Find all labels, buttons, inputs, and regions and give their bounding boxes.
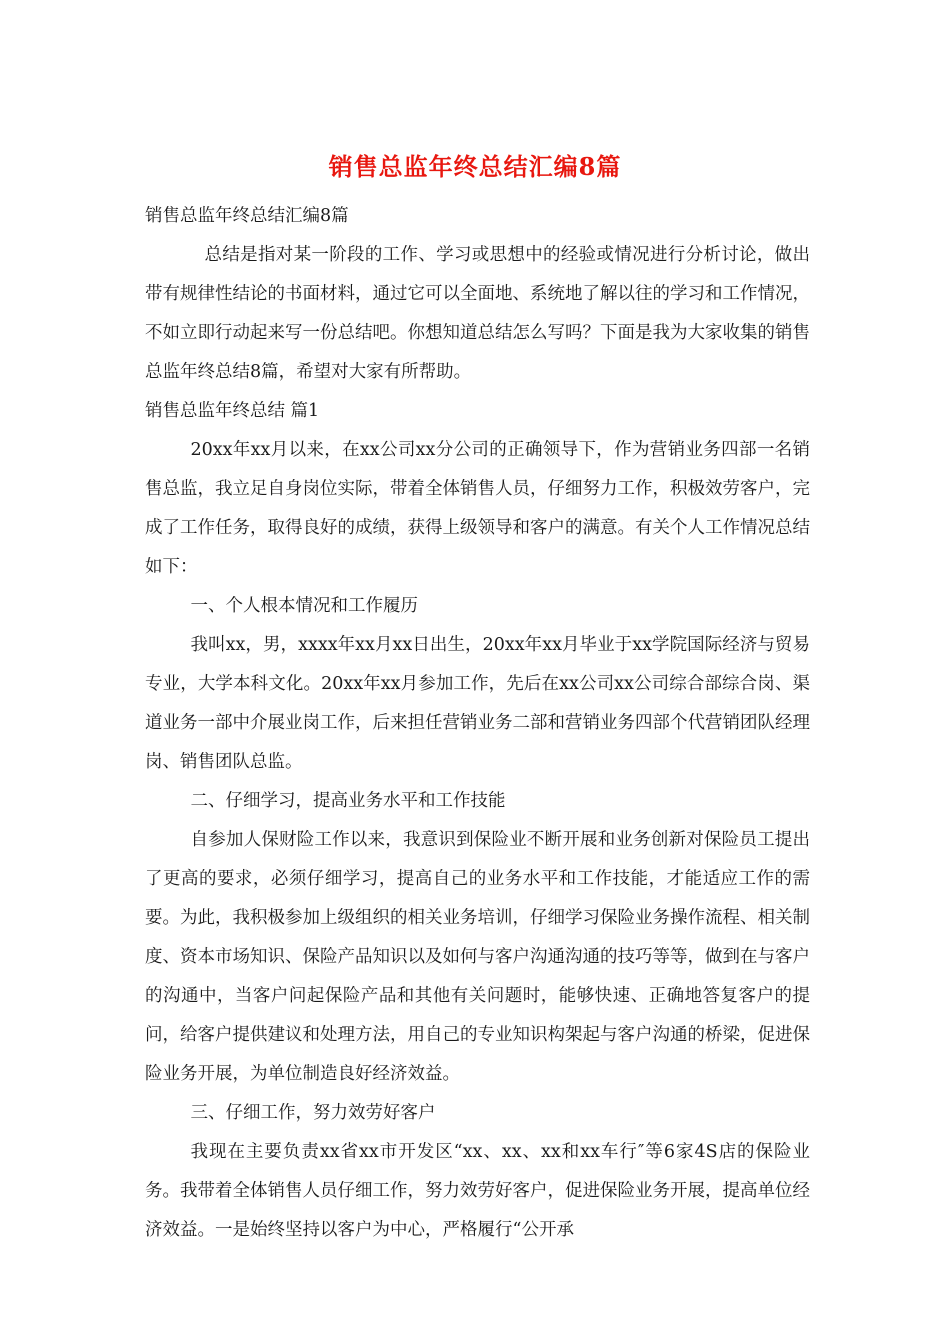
paragraph-4: 我现在主要负责xx省xx市开发区“xx、xx、xx和xx车行″等6家4S店的保险业务。我带着全体销售人员仔细工作，努力效劳好客户，促进保险业务开展，提高单位经济效益。一是始终坚持以客户为中心，严格履行“公开承: [145, 1142, 810, 1240]
heading-1: 一、个人根本情况和工作履历: [190, 596, 418, 616]
heading-3: 三、仔细工作，努力效劳好客户: [190, 1103, 436, 1123]
intro-paragraph: 总结是指对某一阶段的工作、学习或思想中的经验或情况进行分析讨论，做出带有规律性结论的书面材料，通过它可以全面地、系统地了解以往的学习和工作情况，不如立即行动起来写一份总结吧。你想知道总结怎么写吗？下面是我为大家收集的销售总监年终总结8篇，希望对大家有所帮助。: [145, 245, 810, 382]
section-title: 销售总监年终总结 篇1: [145, 401, 320, 421]
document-title: 销售总监年终总结汇编8篇: [328, 152, 622, 181]
paragraph-1: 20xx年xx月以来，在xx公司xx分公司的正确领导下，作为营销业务四部一名销售总监，我立足自身岗位实际，带着全体销售人员，仔细努力工作，积极效劳客户，完成了工作任务，取得良好的成绩，获得上级领导和客户的满意。有关个人工作情况总结如下：: [145, 440, 810, 577]
heading-2: 二、仔细学习，提高业务水平和工作技能: [190, 791, 506, 811]
paragraph-3: 自参加人保财险工作以来，我意识到保险业不断开展和业务创新对保险员工提出了更高的要求，必须仔细学习，提高自己的业务水平和工作技能，才能适应工作的需要。为此，我积极参加上级组织的相关业务培训，仔细学习保险业务操作流程、相关制度、资本市场知识、保险产品知识以及如何与客户沟通沟通的技巧等等，做到在与客户的沟通中，当客户问起保险产品和其他有关问题时，能够快速、正确地答复客户的提问，给客户提供建议和处理方法，用自己的专业知识构架起与客户沟通的桥梁，促进保险业务开展，为单位制造良好经济效益。: [145, 830, 810, 1084]
paragraph-2: 我叫xx，男，xxxx年xx月xx日出生，20xx年xx月毕业于xx学院国际经济与贸易专业，大学本科文化。20xx年xx月参加工作，先后在xx公司xx公司综合部综合岗、渠道业务一部中介展业岗工作，后来担任营销业务二部和营销业务四部个代营销团队经理岗、销售团队总监。: [145, 635, 810, 772]
document-subtitle: 销售总监年终总结汇编8篇: [145, 206, 349, 226]
document-body: [145, 197, 810, 1250]
